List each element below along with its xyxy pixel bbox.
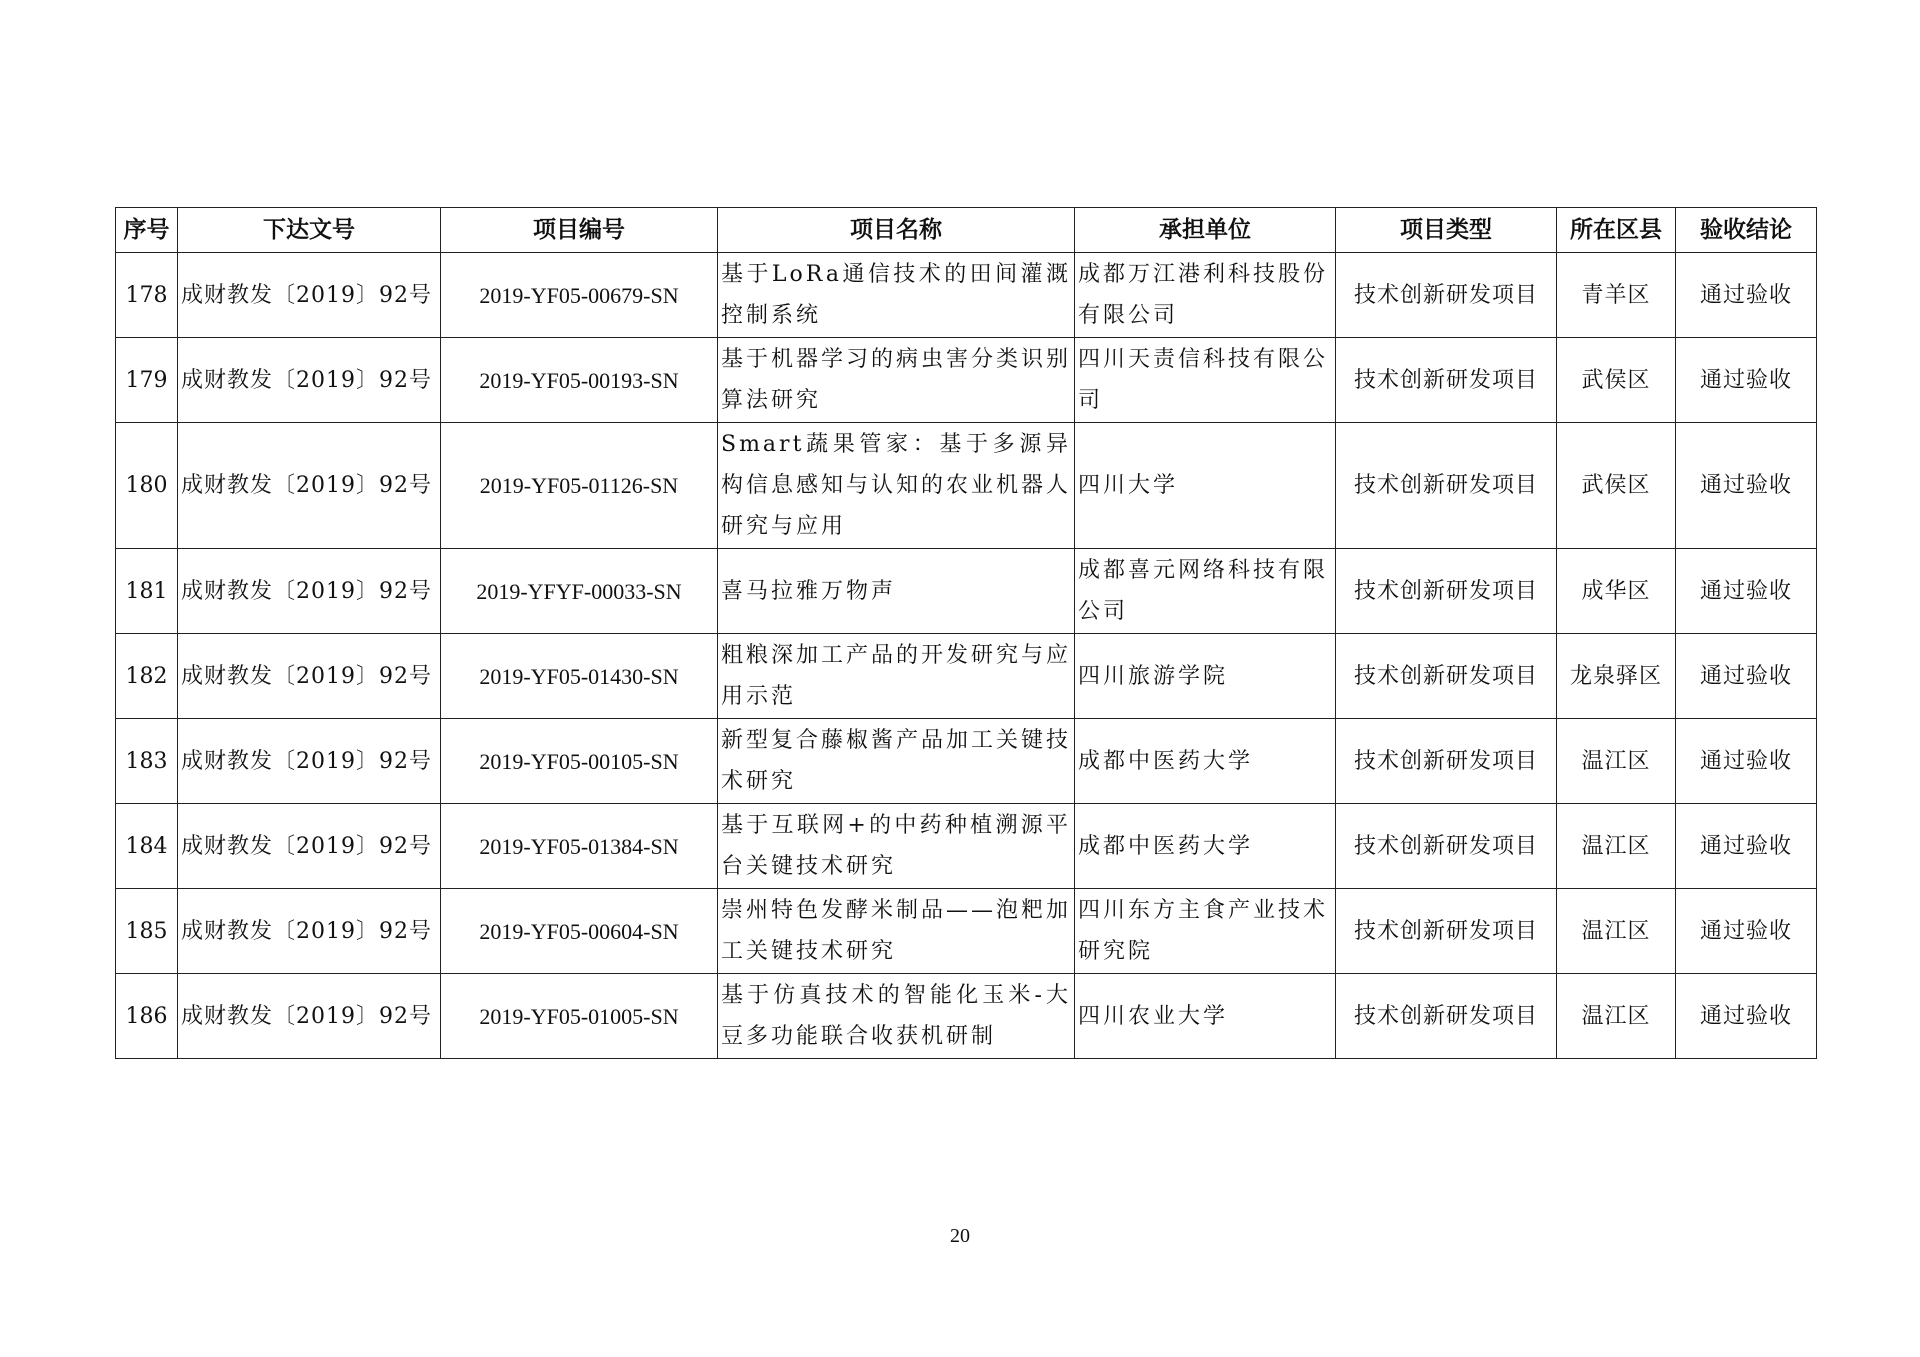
cell-district: 青羊区 xyxy=(1557,253,1676,338)
cell-result: 通过验收 xyxy=(1676,423,1817,549)
cell-unit: 成都万江港利科技股份有限公司 xyxy=(1075,253,1336,338)
cell-result: 通过验收 xyxy=(1676,974,1817,1059)
cell-unit: 四川农业大学 xyxy=(1075,974,1336,1059)
cell-project-code: 2019-YF05-00193-SN xyxy=(441,338,718,423)
cell-project-type: 技术创新研发项目 xyxy=(1336,889,1557,974)
cell-project-type: 技术创新研发项目 xyxy=(1336,549,1557,634)
cell-seq: 182 xyxy=(116,634,178,719)
cell-result: 通过验收 xyxy=(1676,253,1817,338)
cell-project-code: 2019-YF05-01126-SN xyxy=(441,423,718,549)
cell-project-type: 技术创新研发项目 xyxy=(1336,423,1557,549)
table-header-row xyxy=(116,208,1817,253)
cell-seq: 178 xyxy=(116,253,178,338)
cell-seq: 184 xyxy=(116,804,178,889)
table-row xyxy=(116,253,1817,338)
header-project-name: 项目名称 xyxy=(718,208,1075,253)
table-row xyxy=(116,719,1817,804)
cell-district: 温江区 xyxy=(1557,804,1676,889)
cell-district: 武侯区 xyxy=(1557,338,1676,423)
cell-seq: 181 xyxy=(116,549,178,634)
page-number: 20 xyxy=(950,1225,970,1247)
table-row xyxy=(116,634,1817,719)
project-acceptance-table xyxy=(115,207,1817,1059)
cell-district: 龙泉驿区 xyxy=(1557,634,1676,719)
cell-unit: 四川东方主食产业技术研究院 xyxy=(1075,889,1336,974)
cell-unit: 四川大学 xyxy=(1075,423,1336,549)
header-project-code: 项目编号 xyxy=(441,208,718,253)
cell-doc-number: 成财教发〔2019〕92号 xyxy=(178,549,441,634)
cell-result: 通过验收 xyxy=(1676,634,1817,719)
cell-district: 温江区 xyxy=(1557,889,1676,974)
cell-result: 通过验收 xyxy=(1676,889,1817,974)
cell-project-code: 2019-YF05-01384-SN xyxy=(441,804,718,889)
cell-district: 温江区 xyxy=(1557,719,1676,804)
cell-project-code: 2019-YF05-01005-SN xyxy=(441,974,718,1059)
table-row xyxy=(116,423,1817,549)
cell-seq: 186 xyxy=(116,974,178,1059)
cell-project-code: 2019-YFYF-00033-SN xyxy=(441,549,718,634)
cell-project-name: 基于机器学习的病虫害分类识别算法研究 xyxy=(718,338,1075,423)
table-row xyxy=(116,889,1817,974)
cell-project-name: 基于LoRa通信技术的田间灌溉控制系统 xyxy=(718,253,1075,338)
cell-project-name: 基于仿真技术的智能化玉米-大豆多功能联合收获机研制 xyxy=(718,974,1075,1059)
header-seq: 序号 xyxy=(116,208,178,253)
cell-project-type: 技术创新研发项目 xyxy=(1336,634,1557,719)
cell-project-type: 技术创新研发项目 xyxy=(1336,253,1557,338)
cell-district: 武侯区 xyxy=(1557,423,1676,549)
cell-project-type: 技术创新研发项目 xyxy=(1336,804,1557,889)
cell-doc-number: 成财教发〔2019〕92号 xyxy=(178,719,441,804)
header-district: 所在区县 xyxy=(1557,208,1676,253)
table-row xyxy=(116,804,1817,889)
cell-project-name: 喜马拉雅万物声 xyxy=(718,549,1075,634)
cell-seq: 179 xyxy=(116,338,178,423)
table-row xyxy=(116,974,1817,1059)
cell-unit: 成都喜元网络科技有限公司 xyxy=(1075,549,1336,634)
cell-unit: 成都中医药大学 xyxy=(1075,719,1336,804)
header-doc-number: 下达文号 xyxy=(178,208,441,253)
cell-project-name: 粗粮深加工产品的开发研究与应用示范 xyxy=(718,634,1075,719)
cell-district: 成华区 xyxy=(1557,549,1676,634)
table-row xyxy=(116,549,1817,634)
cell-result: 通过验收 xyxy=(1676,804,1817,889)
cell-project-code: 2019-YF05-01430-SN xyxy=(441,634,718,719)
cell-project-name: 崇州特色发酵米制品——泡粑加工关键技术研究 xyxy=(718,889,1075,974)
cell-project-code: 2019-YF05-00679-SN xyxy=(441,253,718,338)
cell-doc-number: 成财教发〔2019〕92号 xyxy=(178,423,441,549)
cell-project-type: 技术创新研发项目 xyxy=(1336,974,1557,1059)
cell-unit: 四川旅游学院 xyxy=(1075,634,1336,719)
cell-project-type: 技术创新研发项目 xyxy=(1336,338,1557,423)
cell-doc-number: 成财教发〔2019〕92号 xyxy=(178,974,441,1059)
table-row xyxy=(116,338,1817,423)
cell-doc-number: 成财教发〔2019〕92号 xyxy=(178,889,441,974)
header-result: 验收结论 xyxy=(1676,208,1817,253)
cell-doc-number: 成财教发〔2019〕92号 xyxy=(178,804,441,889)
cell-seq: 180 xyxy=(116,423,178,549)
cell-project-type: 技术创新研发项目 xyxy=(1336,719,1557,804)
cell-seq: 183 xyxy=(116,719,178,804)
cell-doc-number: 成财教发〔2019〕92号 xyxy=(178,253,441,338)
cell-doc-number: 成财教发〔2019〕92号 xyxy=(178,338,441,423)
cell-project-code: 2019-YF05-00105-SN xyxy=(441,719,718,804)
cell-result: 通过验收 xyxy=(1676,338,1817,423)
cell-project-name: 基于互联网+的中药种植溯源平台关键技术研究 xyxy=(718,804,1075,889)
cell-project-code: 2019-YF05-00604-SN xyxy=(441,889,718,974)
cell-district: 温江区 xyxy=(1557,974,1676,1059)
cell-unit: 成都中医药大学 xyxy=(1075,804,1336,889)
cell-seq: 185 xyxy=(116,889,178,974)
header-project-type: 项目类型 xyxy=(1336,208,1557,253)
cell-result: 通过验收 xyxy=(1676,549,1817,634)
cell-project-name: Smart蔬果管家：基于多源异构信息感知与认知的农业机器人研究与应用 xyxy=(718,423,1075,549)
cell-project-name: 新型复合藤椒酱产品加工关键技术研究 xyxy=(718,719,1075,804)
cell-doc-number: 成财教发〔2019〕92号 xyxy=(178,634,441,719)
cell-unit: 四川天责信科技有限公司 xyxy=(1075,338,1336,423)
cell-result: 通过验收 xyxy=(1676,719,1817,804)
header-unit: 承担单位 xyxy=(1075,208,1336,253)
